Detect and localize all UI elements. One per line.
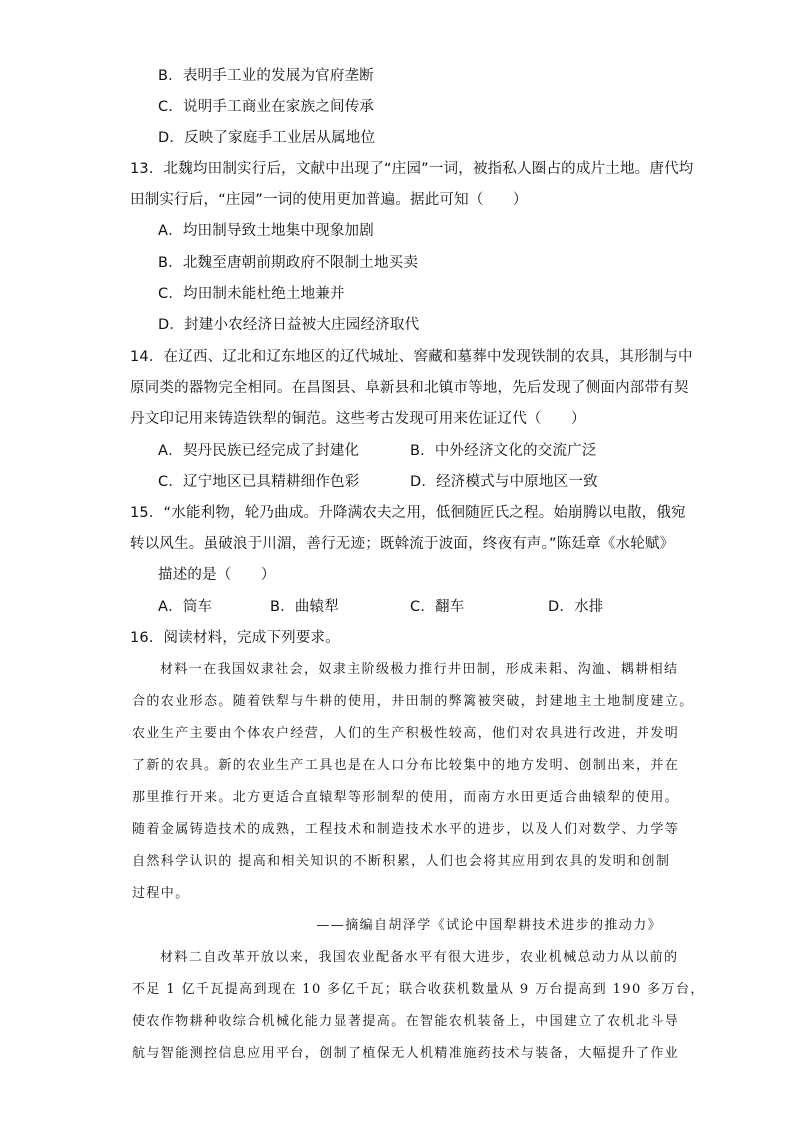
q15-stem-line1: 15．“水能利物，轮乃曲成。升降满农夫之用，低徊随匠氏之程。始崩腾以电散，俄宛: [130, 505, 686, 521]
material2-line: 使农作物耕种收综合机械化能力显著提高。在智能农机装备上，中国建立了农机北斗导: [132, 1014, 680, 1029]
material1-line: 农业生产主要由个体农户经营，人们的生产积极性较高，他们对农具进行改进，并发明: [132, 726, 680, 741]
q12-option-d: D．反映了家庭手工业居从属地位: [158, 130, 376, 146]
q13-option-d: D．封建小农经济日益被大庄园经济取代: [158, 317, 420, 333]
q14-stem-line1: 14．在辽西、辽北和辽东地区的辽代城址、窖藏和墓葬中发现铁制的农具，其形制与中: [130, 349, 693, 365]
q13-option-a: A．均田制导致土地集中现象加剧: [158, 223, 374, 239]
material1-line: 随着金属铸造技术的成熟，工程技术和制造技术水平的进步，以及人们对数学、力学等: [132, 822, 680, 837]
material1-line: 了新的农具。新的农业生产工具也是在人口分布比较集中的地方发明、创制出来，并在: [132, 758, 680, 773]
material1-line: 自然科学认识的 提高和相关知识的不断积累，人们也会将其应用到农具的发明和创制: [132, 854, 671, 869]
q13-option-c: C．均田制未能杜绝土地兼并: [158, 286, 345, 302]
q15-option-c: C．翻车: [410, 599, 465, 615]
q15-option-a: A．筒车: [158, 599, 213, 615]
q13-stem-line2: 田制实行后，“庄园”一词的使用更加普遍。据此可知（ ）: [130, 192, 528, 208]
q13-option-b: B．北魏至唐朝前期政府不限制土地买卖: [158, 255, 419, 271]
material2-line: 不足 1 亿千瓦提高到现在 10 多亿千瓦；联合收获机数量从 9 万台提高到 190 多万台，: [132, 982, 705, 997]
q15-stem-line2: 转以风生。虽破浪于川湄，善行无迹；既斡流于波面，终夜有声。”陈廷章《水轮赋》: [130, 536, 675, 552]
q14-option-a: A．契丹民族已经完成了封建化: [158, 443, 360, 459]
material2-line: 航与智能测控信息应用平台，创制了植保无人机精准施药技术与装备，大幅提升了作业: [132, 1046, 680, 1061]
q14-stem-line3: 丹文印记用来铸造铁犁的铜范。这些考古发现可用来佐证辽代（ ）: [130, 411, 586, 427]
material2-line: 材料二自改革开放以来，我国农业配备水平有很大进步，农业机械总动力从以前的: [160, 950, 679, 965]
q14-option-b: B．中外经济文化的交流广泛: [410, 443, 597, 459]
material1-line: 材料一在我国奴隶社会，奴隶主阶级极力推行井田制，形成耒耜、沟洫、耦耕相结: [160, 662, 679, 677]
q12-option-b: B．表明手工业的发展为官府垄断: [158, 68, 374, 84]
q14-option-c: C．辽宁地区已具精耕细作色彩: [158, 474, 360, 490]
q13-stem-line1: 13．北魏均田制实行后，文献中出现了“庄园”一词，被指私人圈占的成片土地。唐代均: [130, 161, 694, 177]
q12-option-c: C．说明手工商业在家族之间传承: [158, 99, 375, 115]
material1-line: 那里推行开来。北方更适合直辕犁等形制犁的使用，而南方水田更适合曲辕犁的使用。: [132, 790, 680, 805]
material1-line: 合的农业形态。随着铁犁与牛耕的使用，井田制的弊篱被突破，封建地主土地制度建立。: [132, 694, 694, 709]
q15-option-b: B．曲辕犁: [270, 599, 339, 615]
material1-source: ——摘编自胡泽学《试论中国犁耕技术进步的推动力》: [316, 918, 662, 933]
q16-stem: 16．阅读材料，完成下列要求。: [130, 630, 340, 646]
q15-option-d: D．水排: [548, 599, 604, 615]
q15-stem-line3: 描述的是（ ）: [158, 567, 276, 583]
material1-line: 过程中。: [132, 886, 190, 901]
q14-option-d: D．经济模式与中原地区一致: [410, 474, 598, 490]
q14-stem-line2: 原同类的器物完全相同。在昌图县、阜新县和北镇市等地，先后发现了侧面内部带有契: [130, 380, 689, 396]
